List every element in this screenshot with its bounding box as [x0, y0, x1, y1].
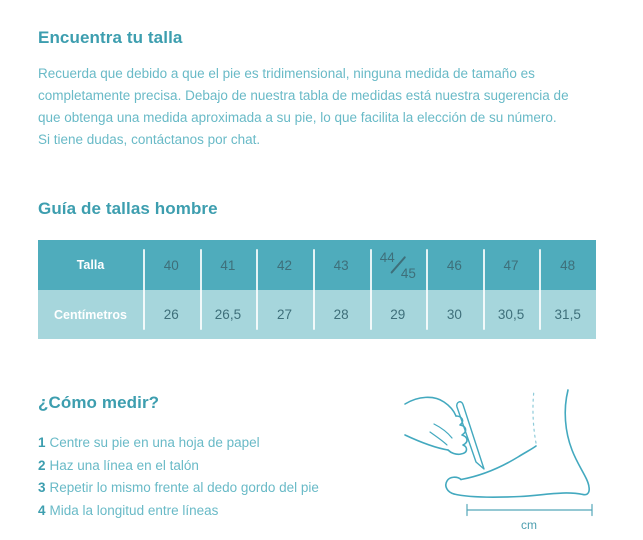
size-cell-44-45 [370, 240, 427, 290]
paragraph-line: Si tiene dudas, contáctanos por chat. [38, 132, 261, 147]
size-row-label-cell [38, 240, 143, 290]
cm-cell: 26,5 [214, 307, 242, 322]
measure-steps-list [38, 432, 398, 522]
paragraph-line: que obtenga una medida aproximada a su pie, lo que facilita la elección de su número. [38, 110, 557, 125]
step-text: Mida la longitud entre líneas [49, 502, 219, 518]
size-cell: 46 [446, 257, 462, 273]
step-text: Centre su pie en una hoja de papel [49, 435, 260, 450]
cm-cell: 28 [333, 307, 349, 322]
cm-row-label: Centímetros [54, 307, 127, 322]
step-item [38, 455, 398, 478]
size-guide-section [38, 199, 596, 339]
size-cell: 41 [220, 257, 236, 273]
cm-table-row [38, 290, 596, 339]
cm-cell: 31,5 [554, 307, 581, 322]
step-number: 3 [38, 480, 46, 495]
step-text: Repetir lo mismo frente al dedo gordo del pie [49, 480, 319, 495]
foot-measure-icon [402, 382, 614, 536]
size-table-header-row [38, 240, 596, 290]
size-cell: 42 [277, 257, 293, 273]
cm-cell: 30 [446, 307, 462, 322]
size-cell: 43 [333, 257, 349, 273]
step-item [38, 477, 398, 500]
cm-cell: 27 [277, 307, 293, 322]
size-table [38, 240, 596, 339]
paragraph-line: Recuerda que debido a que el pie es tridimensional, ninguna medida de tamaño es [38, 66, 535, 81]
how-to-measure-section [38, 393, 398, 522]
foot-measuring-illustration [402, 382, 614, 536]
intro-section [38, 28, 618, 151]
step-number: 4 [38, 502, 46, 518]
cm-row-label-cell [38, 290, 143, 339]
intro-paragraph [38, 63, 618, 151]
step-item [38, 500, 398, 523]
measurement-unit-label: cm [521, 518, 537, 532]
size-cell: 40 [163, 257, 179, 273]
page-title: Encuentra tu talla [38, 28, 183, 47]
size-fraction-top: 44 [379, 249, 395, 265]
step-number: 1 [38, 435, 46, 450]
cm-cell: 30,5 [497, 307, 525, 322]
size-guide-title: Guía de tallas hombre [38, 199, 218, 218]
size-row-label: Talla [76, 258, 105, 272]
size-cell: 48 [560, 257, 576, 273]
size-fraction-bottom: 45 [400, 265, 416, 281]
paragraph-line: completamente precisa. Debajo de nuestra tabla de medidas está nuestra sugerencia de [38, 88, 569, 103]
cm-cell: 26 [163, 307, 179, 322]
how-to-measure-title: ¿Cómo medir? [38, 393, 160, 412]
step-number: 2 [38, 457, 46, 473]
step-text: Haz una línea en el talón [49, 457, 199, 473]
cm-cell: 29 [390, 307, 406, 322]
step-item [38, 432, 398, 455]
size-cell: 47 [503, 257, 519, 273]
